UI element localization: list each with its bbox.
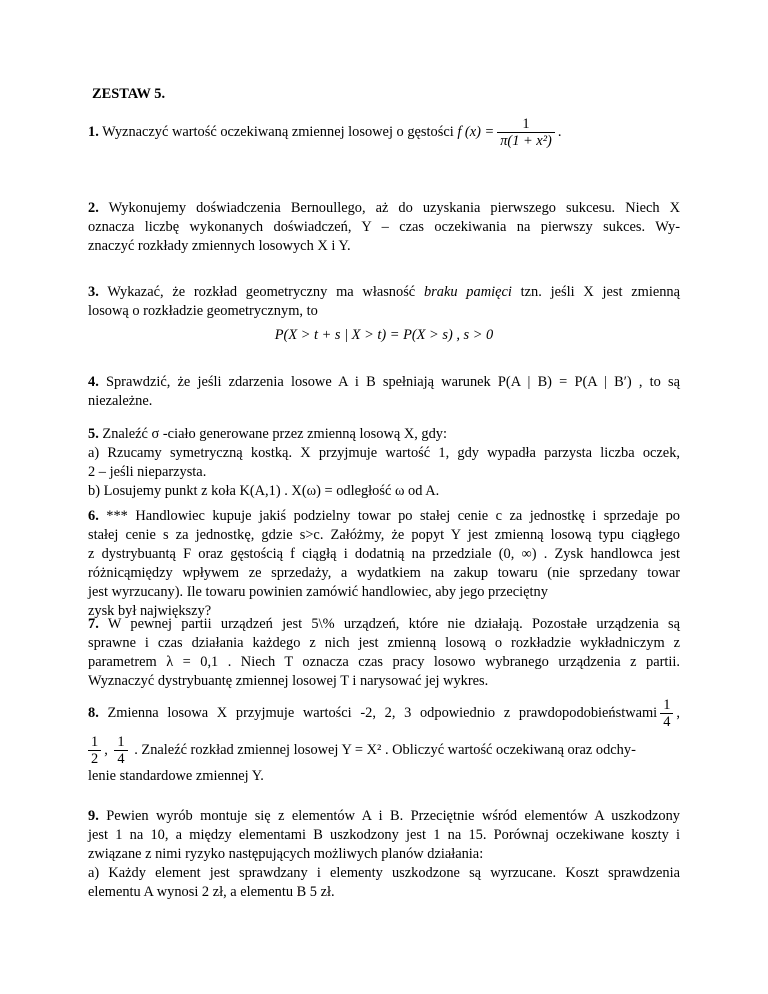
density-function: f (x) =: [457, 123, 495, 140]
text-line: Wykonujemy doświadczenia Bernoullego, aż do uzyskania pierwszego sukcesu. Niech X: [108, 200, 680, 216]
text-line: zysk był największy?: [88, 603, 212, 619]
exercise-2: [88, 199, 680, 256]
exercise-text: Wyznaczyć wartość oczekiwaną zmiennej losowej o gęstości: [102, 123, 454, 140]
exercise-number: 3.: [88, 284, 99, 300]
probability-fraction: [114, 734, 127, 767]
exercise-1: [88, 116, 680, 149]
probability-fraction: [660, 697, 673, 730]
text-line: sprawne i czas działania każdego z nich jest zmienną losową o rozkładzie wykładniczym z: [88, 635, 680, 651]
text-line: jest 1 na 10, a między elementami B uszkodzony jest 1 na 15. Porównaj oczekiwane koszty i: [88, 827, 680, 843]
text-line: elementu A wynosi 2 zł, a elementu B 5 zł.: [88, 884, 335, 900]
text-line: Znaleźć σ -ciało generowane przez zmienną losową X, gdy:: [102, 426, 447, 442]
exercise-5: [88, 425, 680, 501]
text-line: Pewien wyrób montuje się z elementów A i B. Przeciętnie wśród elementów A uszkodzony: [106, 808, 680, 824]
exercise-number: 9.: [88, 808, 99, 824]
fraction-numerator: 1: [88, 734, 101, 751]
text-line: losową o rozkładzie geometrycznym, to: [88, 303, 318, 319]
fraction-numerator: 1: [497, 116, 555, 133]
text-line: 2 – jeśli nieparzysta.: [88, 464, 207, 480]
text-line: z dystrybuantą F oraz gęstością f ciągłą i dodatnią na przedziale (0, ∞) . Zysk handlowca jest: [88, 546, 680, 562]
fraction-denominator: π(1 + x²): [500, 133, 552, 149]
exercise-8: [88, 697, 680, 786]
exercise-number: 1.: [88, 123, 99, 140]
exercise-3: [88, 283, 680, 321]
emphasis-text: braku pamięci: [423, 284, 512, 300]
exercise-number: 5.: [88, 426, 99, 442]
fraction-denominator: 4: [663, 714, 671, 730]
text-line: Sprawdzić, że jeśli zdarzenia losowe A i B spełniają warunek P(A | B) = P(A | B′) , to są: [105, 374, 680, 390]
exercise-number: 2.: [88, 200, 99, 216]
text-line: b) Losujemy punkt z koła K(A,1) . X(ω) = odległość ω od A.: [88, 483, 440, 499]
text-line: oznacza liczbę wykonanych doświadczeń, Y – czas oczekiwania na pierwszy sukces. Wy-: [88, 219, 680, 235]
exercise-9: [88, 807, 680, 902]
fraction-denominator: 2: [91, 751, 99, 767]
separator: ,: [676, 704, 680, 721]
exercise-number: 4.: [88, 374, 99, 390]
fraction-numerator: 1: [660, 697, 673, 714]
probability-fraction: [88, 734, 101, 767]
text-line: tzn. jeśli X jest zmienną: [520, 284, 681, 300]
text-line: Zmienna losowa X przyjmuje wartości -2, 2, 3 odpowiednio z prawdopodobieństwami: [107, 704, 658, 721]
text-line: a) Rzucamy symetryczną kostką. X przyjmuje wartość 1, gdy wypadła parzysta liczba oczek,: [88, 445, 680, 461]
memoryless-formula: P(X > t + s | X > t) = P(X > s) , s > 0: [274, 327, 494, 343]
sentence-end: .: [557, 123, 562, 140]
fraction-numerator: 1: [114, 734, 127, 751]
exercise-7: [88, 615, 680, 691]
text-line: związane z nimi ryzyko następujących możliwych planów działania:: [88, 846, 484, 862]
fraction-denominator: 4: [117, 751, 125, 767]
text-line: znaczyć rozkłady zmiennych losowych X i Y.: [88, 238, 351, 254]
exercise-number: 8.: [88, 704, 99, 721]
exercise-6: [88, 507, 680, 621]
separator: ,: [104, 741, 108, 758]
text-line: *** Handlowiec kupuje jakiś podzielny towar po stałej cenie c za jednostkę i sprzedaje po: [106, 508, 680, 524]
page-title: ZESTAW 5.: [92, 86, 166, 102]
exercise-number: 7.: [88, 616, 99, 632]
text-line: a) Każdy element jest sprawdzany i elementy uszkodzone są wyrzucane. Koszt sprawdzenia: [88, 865, 680, 881]
density-fraction: [497, 116, 555, 149]
text-line: różnicąmiędzy wpływem ze sprzedaży, a wydatkiem na zakup towaru (nie sprzedany towar: [88, 565, 680, 581]
text-line: parametrem λ = 0,1 . Niech T oznacza czas pracy losowo wybranego urządzenia z partii.: [88, 654, 680, 670]
text-line: niezależne.: [88, 393, 153, 409]
text-line: Wyznaczyć dystrybuantę zmiennej losowej T i narysować jej wykres.: [88, 673, 489, 689]
text-line: stałej cenie s za jednostkę, gdzie s>c. Załóżmy, że popyt Y jest zmienną losową typu ciągłego: [88, 527, 680, 543]
text-line: W pewnej partii urządzeń jest 5\% urządzeń, które nie działają. Pozostałe urządzenia są: [107, 616, 680, 632]
exercise-4: [88, 373, 680, 411]
text-line: jest wyrzucany). Ile towaru powinien zamówić handlowiec, aby jego przeciętny: [88, 584, 548, 600]
text-line: Wykazać, że rozkład geometryczny ma własność: [107, 284, 416, 300]
text-line: lenie standardowe zmiennej Y.: [88, 768, 264, 784]
text-line: . Znaleźć rozkład zmiennej losowej Y = X² . Obliczyć wartość oczekiwaną oraz odchy-: [134, 741, 636, 758]
exercise-number: 6.: [88, 508, 99, 524]
